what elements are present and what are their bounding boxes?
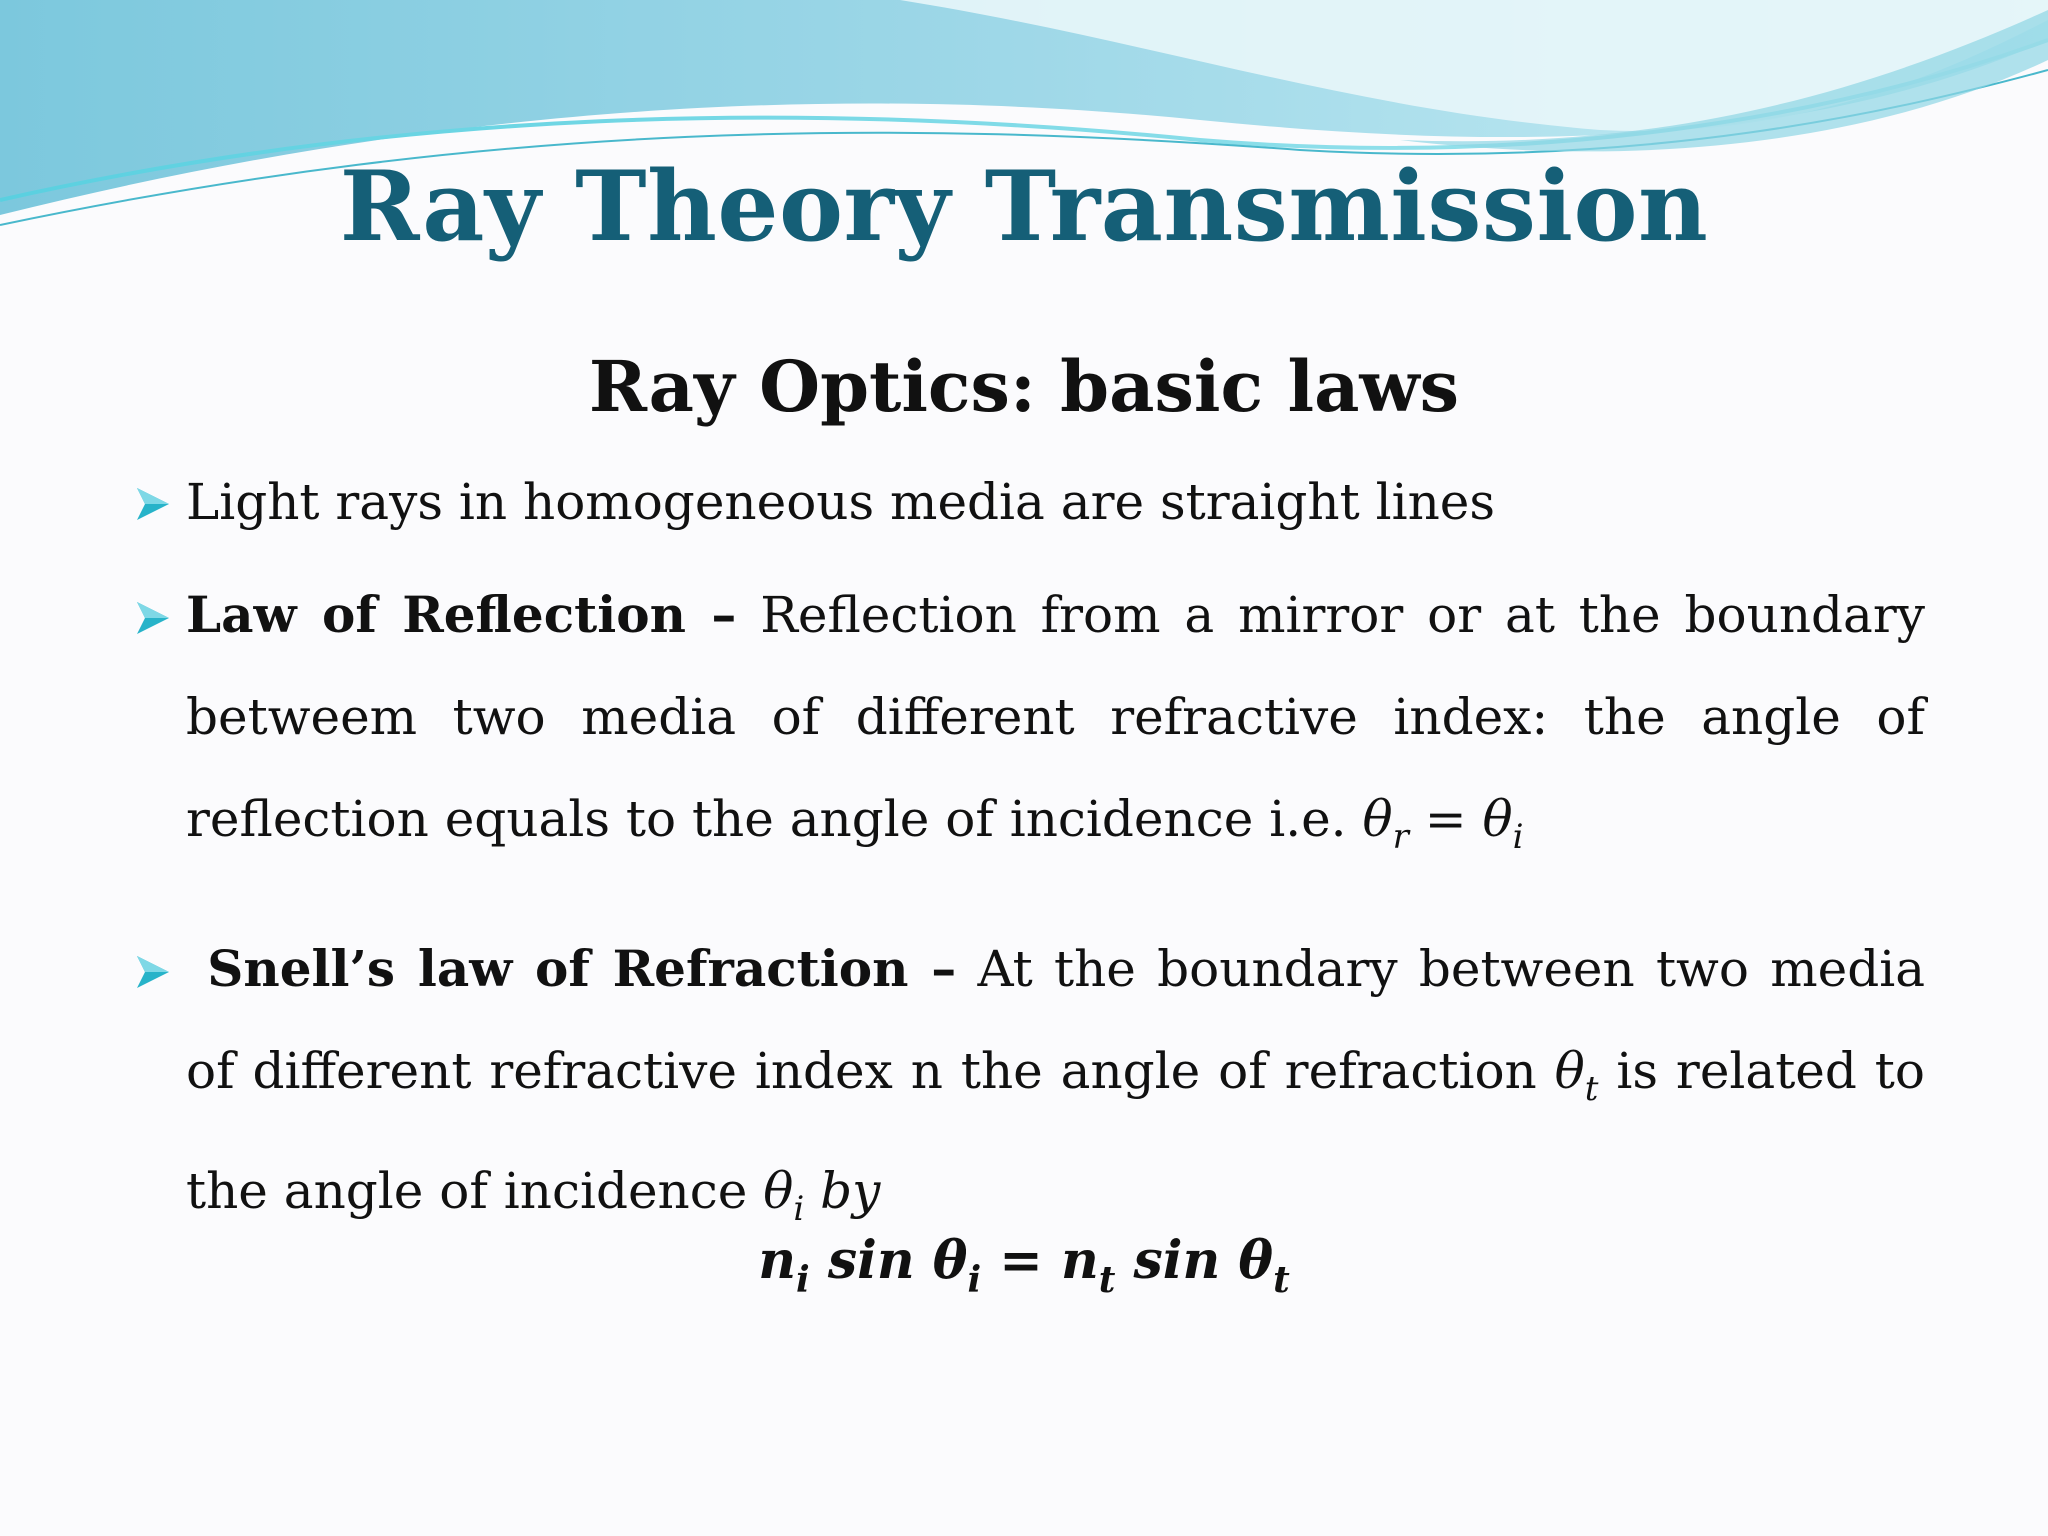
formula-subscript: t <box>1273 1259 1290 1301</box>
subscript: i <box>793 1189 805 1229</box>
law-body: At the boundary between two media of different refractive index n the angle of refraction <box>186 940 1925 1100</box>
formula-subscript: t <box>1098 1259 1116 1301</box>
formula-subscript: i <box>796 1259 810 1301</box>
snell-formula <box>0 1230 2048 1301</box>
bullet-item-reflection <box>120 564 1925 888</box>
subscript: t <box>1584 1069 1599 1109</box>
law-heading: Law of Reflection – <box>186 585 737 644</box>
theta-symbol: θ <box>763 1162 794 1220</box>
law-body-continued: is related to the angle of incidence <box>186 1042 1925 1220</box>
law-heading: Snell’s law of Refraction – <box>207 939 957 998</box>
slide-subtitle: Ray Optics: basic laws <box>588 345 1460 428</box>
theta-symbol: θ <box>1362 790 1393 848</box>
theta-symbol: θ <box>1482 790 1513 848</box>
formula-n: n <box>1060 1230 1099 1291</box>
subscript: i <box>1512 817 1524 857</box>
formula-sin-theta: sin θ <box>1115 1230 1274 1291</box>
formula-sin-theta: sin θ <box>809 1230 968 1291</box>
formula-n: n <box>758 1230 797 1291</box>
bullet-text <box>186 918 1925 1260</box>
arrow-bullet-icon <box>120 918 186 992</box>
bullet-text: Light rays in homogeneous media are straight lines <box>186 473 1496 531</box>
formula-equals: = <box>981 1230 1061 1291</box>
bullet-item-snell <box>120 918 1925 1260</box>
arrow-bullet-icon <box>120 470 186 524</box>
bullet-text <box>186 564 1925 888</box>
bullet-list <box>120 470 1925 1290</box>
subscript: r <box>1392 817 1409 857</box>
theta-symbol: θ <box>1554 1042 1585 1100</box>
bullet-item-straight-lines <box>120 470 1925 534</box>
formula-subscript: i <box>967 1259 982 1301</box>
law-body-tail: by <box>804 1162 881 1220</box>
arrow-bullet-icon <box>120 564 186 638</box>
equals-sign: = <box>1408 790 1483 848</box>
slide-title: Ray Theory Transmission <box>339 150 1709 263</box>
law-body: Reflection from a mirror or at the boundary betweem two media of different refractive index: the angle of reflection equals to the angle of incidence i.e. <box>186 586 1925 848</box>
